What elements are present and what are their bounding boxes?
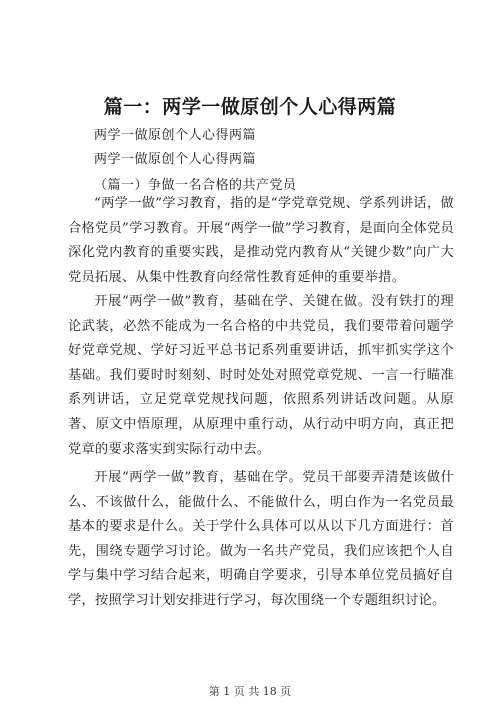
document-subtitle: 两学一做原创个人心得两篇: [94, 128, 257, 143]
paragraph-text: 开展“两学一做”教育，基础在学、关键在做。没有铁打的理论武装，必然不能成为一名合格的中共党员，我们要带着问题学好党章党规、学好习近平总书记系列重要讲话，抓牢抓实学这个基础。我们要时时刻刻、时时处处对照党章党规、一言一行瞄准系列讲话，立足党章党规找问题，依照系列讲话改问题。从原著、原文中悟原理，从原理中重行动，从行动中明方向，真正把党章的要求落实到实际行动中去。: [68, 294, 454, 457]
page-footer: 第 1 页 共 18 页: [208, 685, 292, 698]
body-paragraph: [68, 466, 454, 614]
paragraph-text: “两学一做”学习教育，指的是“学党章党规、学系列讲话，做合格党员”学习教育。开展“两学一做”学习教育，是面向全体党员深化党内教育的重要实践，是推动党内教育从“关键少数”向广大党员拓展、从集中性教育向经常性教育延伸的重要举措。: [68, 196, 454, 285]
section-heading: （篇一）争做一名合格的共产党员: [94, 178, 297, 193]
body-paragraph: [68, 192, 454, 290]
body-paragraph: [68, 290, 454, 462]
paragraph-text: 开展“两学一做”教育，基础在学。党员干部要弄清楚该做什么、不该做什么，能做什么、不能做什么，明白作为一名党员最基本的要求是什么。关于学什么具体可以从以下几方面进行：首先，围绕专题学习讨论。做为一名共产党员，我们应该把个人自学与集中学习结合起来，明确自学要求，引导本单位党员搞好自学，按照学习计划安排进行学习，每次围绕一个专题组织讨论。: [68, 470, 454, 608]
document-title: 篇一：两学一做原创个人心得两篇: [103, 96, 397, 118]
document-subtitle: 两学一做原创个人心得两篇: [94, 152, 257, 167]
